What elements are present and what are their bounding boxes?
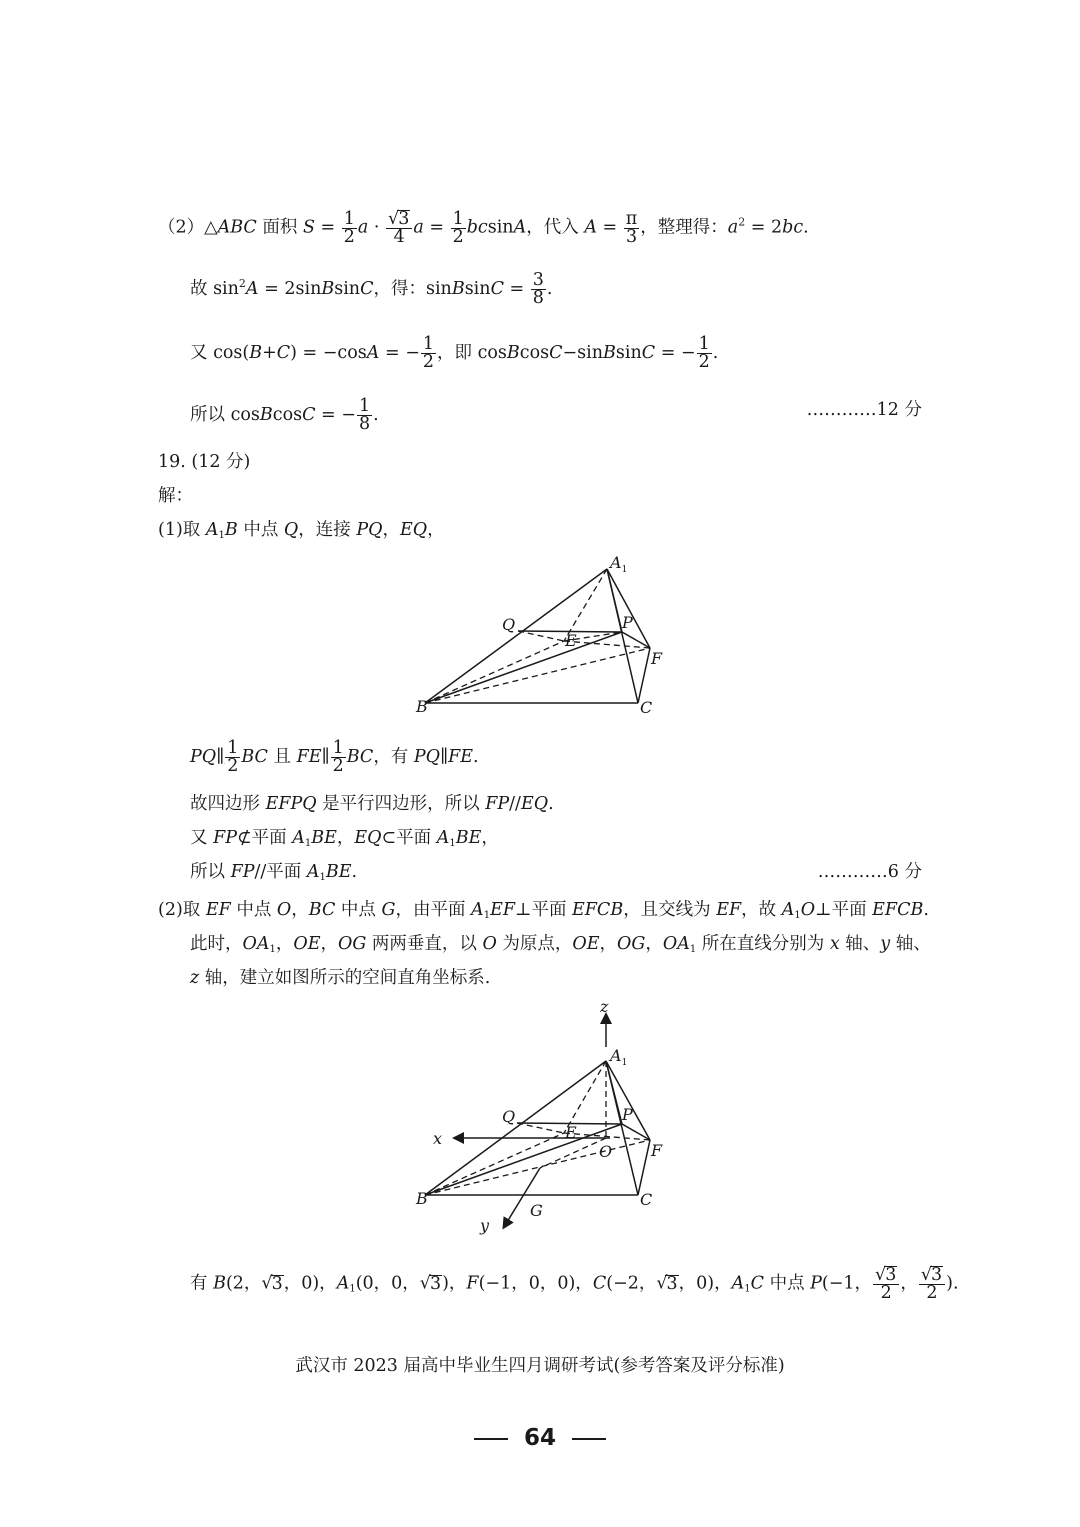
label2-F: F <box>651 1141 663 1160</box>
label2-G: G <box>530 1201 543 1220</box>
edge2-B-A1 <box>425 1061 606 1195</box>
q19-coords: 有 B(2，√3，0)，$A_1(0$，0，√3)，F(−1，0，0)，C(−2，√3，0)，$A_1C$ 中点 P(−1， $\frac{√3}{2}$ ， $\frac{√3}{2}$ ). <box>190 1265 959 1303</box>
label2-A1: $A_1$ <box>610 1046 628 1068</box>
dash2-Q-E <box>517 1123 564 1133</box>
edge-B-P <box>425 632 622 703</box>
dash-B-F <box>425 648 650 703</box>
label2-y: y <box>480 1216 490 1235</box>
label-B: B <box>416 697 428 716</box>
label2-O: O <box>599 1142 613 1161</box>
dash2-O-G <box>540 1138 606 1168</box>
label2-z: z <box>600 997 609 1016</box>
q19-part2-line1: (2)取 EF 中点 O，BC 中点 G，由平面 $A_1EF\perp$平面 EFCB，且交线为 EF，故 $A_1O\perp$平面 EFCB. <box>158 900 929 921</box>
q19-line-c: 所以 FP//平面 $A_1BE$. <box>190 862 358 883</box>
dash-B-E <box>425 641 564 703</box>
figure-pyramid-1 <box>400 550 690 720</box>
q19-line-b: 又 FP⊄平面 $A_1BE$，EQ⊂平面 $A_1BE$， <box>190 828 499 849</box>
edge-F-C <box>638 648 650 703</box>
score-12: …………12 分 <box>806 400 922 420</box>
figure-pyramid-2-axes <box>400 995 690 1240</box>
dash-Q-E <box>518 631 564 641</box>
prev-part2-line1: （2）△ABC 面积 S = $\frac{1}{2}$ a · $\frac{√3}{4}$ a = $\frac{1}{2}$ bcsinA，代入 A = $\frac{\pi}{3}$ ，整理得：$a^2 = 2bc$. <box>158 208 809 247</box>
score-6: …………6 分 <box>817 862 922 882</box>
parallel-line: PQ∥ $\frac{1}{2}$ BC 且 FE∥ $\frac{1}{2}$ BC，有 PQ∥FE. <box>190 738 479 776</box>
dash-E-F <box>564 641 650 648</box>
label2-C: C <box>640 1190 653 1209</box>
label2-P: P <box>622 1105 633 1124</box>
edge2-F-C <box>638 1140 650 1195</box>
prev-part2-line3: 又 cos(B+C) = −cosA = − $\frac{1}{2}$ ，即 cosBcosC−sinBsinC = − $\frac{1}{2}$ . <box>190 334 719 372</box>
edge2-A1-P <box>606 1061 622 1124</box>
prev-part2-line4: 所以 cosBcosC = − $\frac{1}{8}$ . <box>190 396 379 434</box>
label-E: E <box>565 631 577 650</box>
edge-B-A1 <box>425 569 607 703</box>
label-Q: Q <box>502 615 516 634</box>
q19-jie: 解： <box>158 486 193 506</box>
q19-part2-line2: 此时，$OA_1$，OE，OG 两两垂直，以 O 为原点，OE，OG，$OA_1$ 所在直线分别为 x 轴、y 轴、 <box>190 934 931 955</box>
page-number: 64 <box>0 1425 1080 1451</box>
label2-E: E <box>565 1123 577 1142</box>
label2-B: B <box>416 1189 428 1208</box>
footer-exam-title: 武汉市 2023 届高中毕业生四月调研考试(参考答案及评分标准) <box>295 1356 785 1376</box>
label-P: P <box>622 613 633 632</box>
label-F: F <box>651 649 663 668</box>
dash2-B-E <box>425 1133 564 1195</box>
edge2-B-P <box>425 1124 622 1195</box>
q19-part1: (1)取 $A_1B$ 中点 Q，连接 PQ，EQ， <box>158 520 445 541</box>
prev-part2-line2: 故 $\sin^2A$ = 2sinBsinC，得：sinBsinC = $\frac{3}{8}$ . <box>190 270 553 308</box>
q19-part2-line3: z 轴，建立如图所示的空间直角坐标系. <box>190 968 491 988</box>
edge-A1-P <box>607 569 622 632</box>
dash2-E-F <box>564 1133 650 1140</box>
q19-title: 19. (12 分) <box>158 452 251 472</box>
label2-Q: Q <box>502 1107 516 1126</box>
label2-x: x <box>433 1129 443 1148</box>
label-A1: $A_1$ <box>610 553 628 575</box>
label-C: C <box>640 698 653 717</box>
dash2-B-F <box>425 1140 650 1195</box>
q19-line-a: 故四边形 EFPQ 是平行四边形，所以 FP//EQ. <box>190 794 554 814</box>
